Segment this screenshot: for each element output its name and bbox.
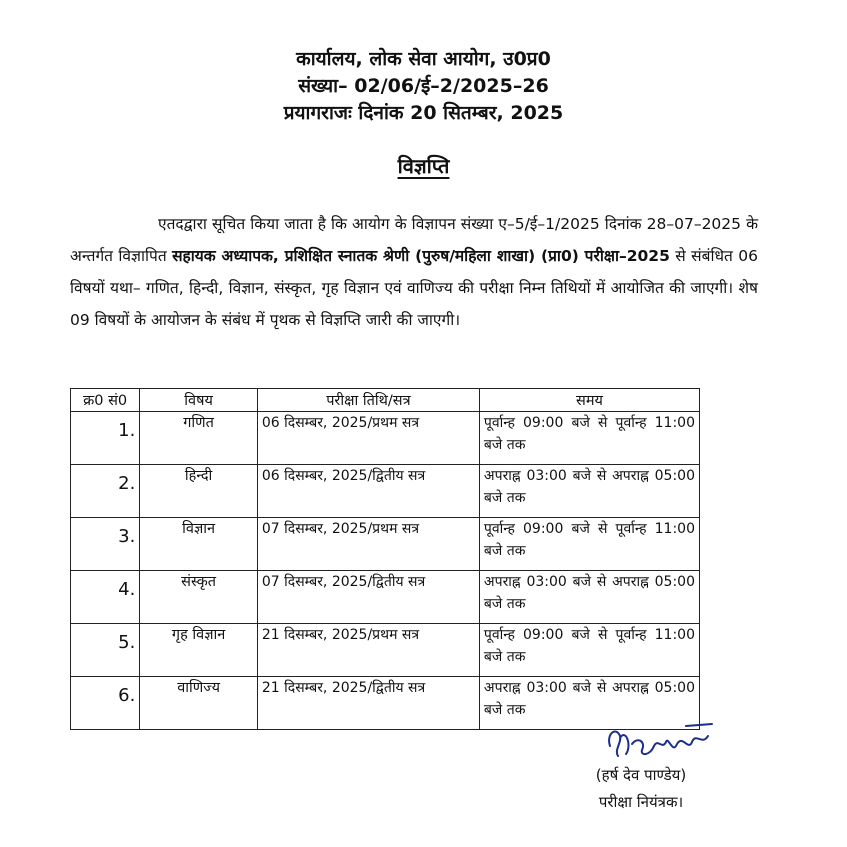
row-serial: 3. (71, 518, 140, 571)
row-time: अपराह्न 03:00 बजे से अपराह्न 05:00 बजे तक (479, 571, 699, 624)
row-time: पूर्वान्ह 09:00 बजे से पूर्वान्ह 11:00 बजे तक (479, 412, 699, 465)
row-subject: विज्ञान (140, 518, 258, 571)
row-time: अपराह्न 03:00 बजे से अपराह्न 05:00 बजे तक (479, 465, 699, 518)
handwritten-signature (602, 716, 722, 762)
row-serial: 2. (71, 465, 140, 518)
table-row (71, 412, 700, 465)
table-row (71, 624, 700, 677)
table-header-row (71, 389, 700, 412)
paragraph-intro: एतदद्वारा सूचित किया जाता है कि आयोग के विज्ञापन संख्या ए–5/ई–1/2025 दिनांक 28–07–2025 के अन्तर्गत विज्ञापित (70, 215, 758, 265)
signatory-block (566, 762, 716, 816)
row-subject: संस्कृत (140, 571, 258, 624)
office-name: कार्यालय, लोक सेवा आयोग, उ0प्र0 (296, 48, 551, 70)
header-time: समय (479, 389, 699, 412)
row-time: पूर्वान्ह 09:00 बजे से पूर्वान्ह 11:00 बजे तक (479, 624, 699, 677)
header-serial: क्र0 सं0 (71, 389, 140, 412)
reference-number: संख्या– 02/06/ई–2/2025–26 (298, 75, 549, 97)
row-serial: 5. (71, 624, 140, 677)
row-subject: गणित (140, 412, 258, 465)
row-date: 21 दिसम्बर, 2025/द्वितीय सत्र (257, 677, 479, 730)
table-row (71, 465, 700, 518)
row-date: 21 दिसम्बर, 2025/प्रथम सत्र (257, 624, 479, 677)
paragraph-rest: से संबंधित 06 विषयों यथा– गणित, हिन्दी, विज्ञान, संस्कृत, गृह विज्ञान एवं वाणिज्य की परीक्षा निम्न तिथियों में आयोजित की जाएगी। शेष 09 विषयों के आयोजन के संबंध में पृथक से विज्ञप्ति जारी की जाएगी। (70, 247, 758, 329)
row-time: अपराह्न 03:00 बजे से अपराह्न 05:00 बजे तक (479, 677, 699, 730)
row-date: 07 दिसम्बर, 2025/द्वितीय सत्र (257, 571, 479, 624)
notice-title-wrap (0, 152, 847, 179)
exam-name: सहायक अध्यापक, प्रशिक्षित स्नातक श्रेणी (पुरुष/महिला शाखा) (प्रा0) परीक्षा–2025 (172, 247, 670, 265)
row-subject: वाणिज्य (140, 677, 258, 730)
notice-title: विज्ञप्ति (397, 154, 450, 178)
row-serial: 4. (71, 571, 140, 624)
row-date: 07 दिसम्बर, 2025/प्रथम सत्र (257, 518, 479, 571)
signatory-designation: परीक्षा नियंत्रक। (598, 793, 684, 811)
row-subject: गृह विज्ञान (140, 624, 258, 677)
header-date: परीक्षा तिथि/सत्र (257, 389, 479, 412)
exam-schedule-table (70, 388, 700, 730)
row-subject: हिन्दी (140, 465, 258, 518)
document-header (0, 46, 847, 127)
row-serial: 6. (71, 677, 140, 730)
place-and-date: प्रयागराजः दिनांक 20 सितम्बर, 2025 (283, 102, 564, 124)
row-time: पूर्वान्ह 09:00 बजे से पूर्वान्ह 11:00 बजे तक (479, 518, 699, 571)
row-serial: 1. (71, 412, 140, 465)
table-row (71, 518, 700, 571)
signatory-name: (हर्ष देव पाण्डेय) (595, 766, 687, 784)
row-date: 06 दिसम्बर, 2025/प्रथम सत्र (257, 412, 479, 465)
table-row (71, 571, 700, 624)
header-subject: विषय (140, 389, 258, 412)
notice-paragraph (70, 208, 758, 336)
row-date: 06 दिसम्बर, 2025/द्वितीय सत्र (257, 465, 479, 518)
